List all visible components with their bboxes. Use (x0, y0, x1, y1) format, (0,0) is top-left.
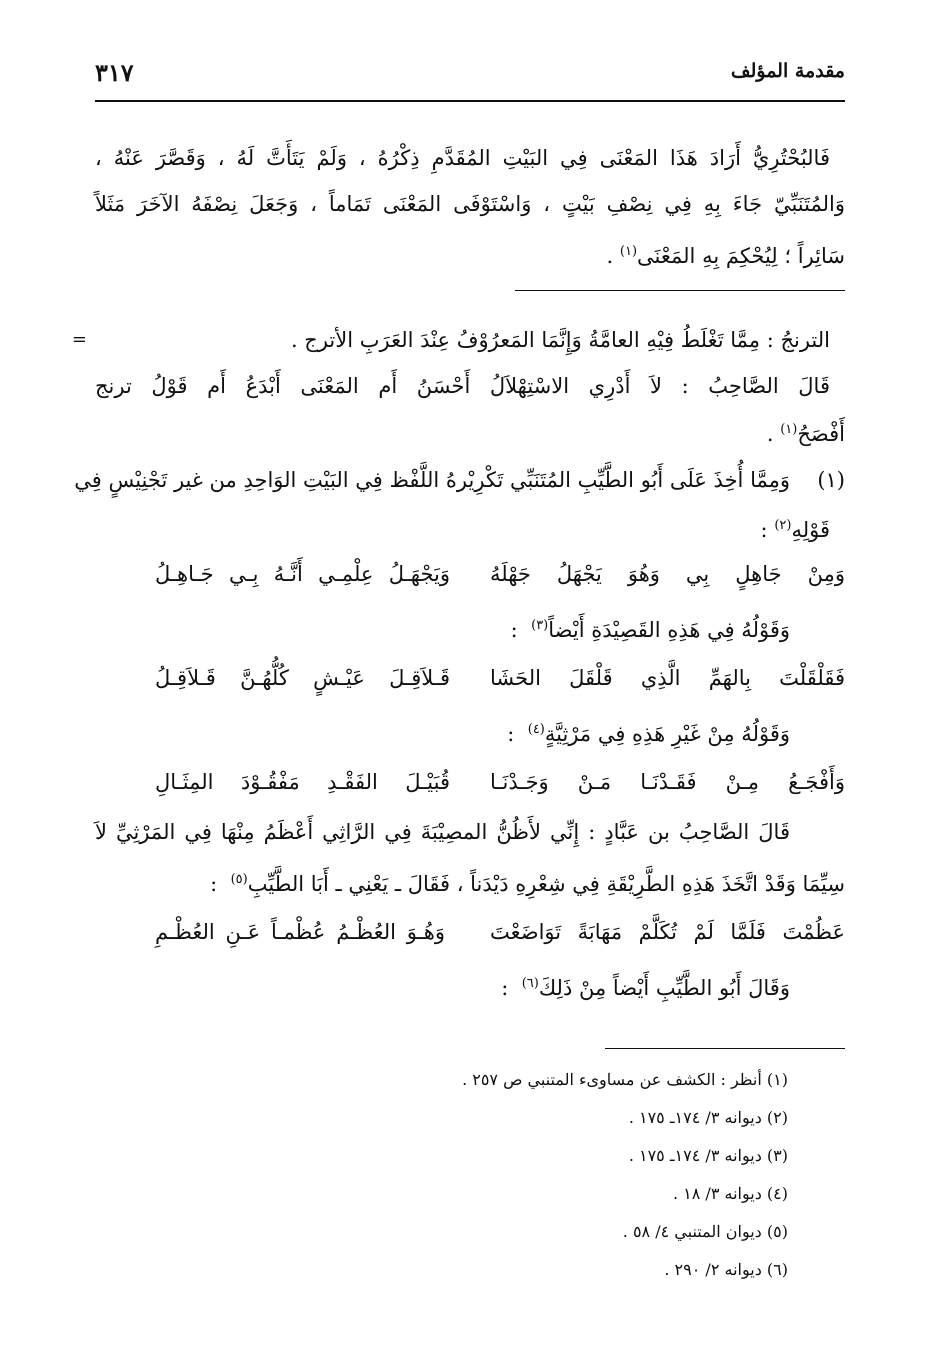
main-line-1: فَالبُحْتُرِيُّ أَرَادَ هَذَا المَعْنَى فِي البَيْتِ المُقَدَّمِ ذِكْرُهُ ، وَلَمْ يَتَأَتَّ لَهُ ، وَقَصَّرَ عَنْهُ ، (95, 146, 830, 170)
footnote-number: (٥) (766, 1222, 788, 1241)
footnote-text: أنظر : الكشف عن مساوىء المتنبي ص ٢٥٧ . (462, 1070, 762, 1089)
verse-1-right-hemistich: وَمِنْ جَاهِلٍ بِي وَهُوَ يَجْهَلُ جَهْلَهُ (490, 562, 845, 586)
footnote-ref: (١) (780, 422, 798, 437)
verse-3-right-hemistich: وَأَفْجَـعُ مِـنْ فَقَـدْنَـا مَـنْ وَجَـدْنَـا (490, 770, 845, 794)
footnote-ref: (١) (619, 244, 638, 259)
page-number: ٣١٧ (95, 58, 134, 87)
verse-4-left-hemistich: وَهُـوَ العُظْـمُ عُظْمـاً عَـنِ العُظْـمِ (155, 920, 445, 944)
main-line-3-end: . (606, 244, 614, 268)
verse-2-right-hemistich: فَقَلْقَلْتَ بِالهَمِّ الَّذِي قَلْقَلَ الحَشَا (490, 666, 845, 690)
intro-3-text: وَقَوْلُهُ مِنْ غَيْرِ هَذِهِ فِي مَرْثِيَّةٍ (544, 722, 790, 746)
verse-2-left-hemistich: قَـلاَقِـلَ عَيْـشٍ كُلُّهُـنَّ قَـلاَقِـلُ (155, 666, 450, 690)
footnote-number: (١) (766, 1070, 788, 1089)
footnote-3 (629, 1143, 788, 1169)
body-rule (515, 290, 845, 291)
main-line-2: وَالمُتَنَبِّيّ جَاءَ بِهِ فِي نِصْفِ بَيْتٍ ، وَاسْتَوْفَى المَعْنَى تَمَاماً ، وَجَعَلَ نِصْفَهُ الآخَرَ مَثَلاً (95, 192, 845, 216)
footnote-6 (664, 1257, 788, 1283)
footnotes-rule (605, 1048, 845, 1049)
note-line-3-end: . (766, 422, 774, 446)
footnote-number: (٣) (766, 1146, 788, 1165)
footnote-text: ديوان المتنبي ٤/ ٥٨ . (622, 1222, 762, 1241)
footnote-number: (٢) (766, 1108, 788, 1127)
footnote-2 (629, 1105, 788, 1131)
note1-line-2-end: : (760, 518, 768, 542)
intro-5 (501, 966, 790, 1006)
continuation-marker: = (71, 329, 87, 350)
para-line-1: قَالَ الصَّاحِبُ بن عَبَّادٍ : إِنِّي لأَظُنُّ المصِيْبَةَ فِي الرَّاثِي أَعْظَمُ مِنْهَا فِي المَرْثِيِّ لاَ (95, 820, 790, 844)
intro-5-text: وَقَالَ أَبُو الطَّيِّبِ أَيْضاً مِنْ ذَلِكَ (538, 976, 790, 1000)
intro-2 (511, 608, 790, 648)
note1-line-2 (761, 508, 830, 548)
footnote-number: (٤) (766, 1184, 788, 1203)
header-rule (95, 100, 845, 102)
footnote-text: ديوانه ٣/ ١٧٤ـ ١٧٥ . (628, 1146, 762, 1165)
note-line-3-text: أَفْصَحُ (797, 422, 845, 446)
footnote-ref: (٥) (230, 872, 248, 887)
footnote-ref: (٣) (531, 618, 549, 633)
intro-5-end: : (501, 976, 509, 1000)
footnote-4 (673, 1181, 788, 1207)
footnote-number: (٦) (766, 1260, 788, 1279)
note1-line-1: وَمِمَّا أُخِذَ عَلَى أَبُو الطَّيِّبِ المُتَنَبِّي تَكْرِيْرهُ اللَّفْظ فِي البَيْتِ الوَاحِدِ من غير تَجْنِيْسٍ فِي (74, 468, 790, 492)
verse-3-left-hemistich: قُبَيْـلَ الفَقْـدِ مَفْقُـوْدَ المِثَـالِ (155, 770, 450, 794)
note-line-2: قَالَ الصَّاحِبُ : لاَ أَدْرِي الاسْتِهْلاَلُ أَحْسَنُ أَم المَعْنَى أَبْدَعُ أَم قَوْلُ ترنج (95, 374, 830, 398)
footnote-ref: (٤) (527, 722, 545, 737)
note-line-3 (767, 412, 845, 452)
main-line-3 (607, 234, 845, 274)
para-line-2-end: : (210, 872, 218, 896)
note1-line-2-text: قَوْلِهِ (791, 518, 830, 542)
running-header-title: مقدمة المؤلف (730, 60, 845, 82)
footnote-1 (462, 1067, 788, 1093)
para-line-2 (210, 862, 845, 902)
intro-3 (507, 712, 790, 752)
footnote-text: ديوانه ٣/ ١٧٤ـ ١٧٥ . (628, 1108, 762, 1127)
para-line-2-text: سِيِّمَا وَقَدْ اتَّخَذَ هَذِهِ الطَّرِيْقَةِ فِي شِعْرِهِ دَيْدَناً ، فَقَالَ ـ يَعْنِي ـ أَبَا الطَّيِّبِ (247, 872, 845, 896)
footnote-text: ديوانه ٣/ ١٨ . (672, 1184, 762, 1203)
intro-2-text: وَقَوْلُهُ فِي هَذِهِ القَصِيْدَةِ أَيْضاً (548, 618, 790, 642)
note-number: (١) (817, 468, 845, 492)
intro-3-end: : (507, 722, 515, 746)
verse-1-left-hemistich: وَيَجْهَـلُ عِلْمِـي أَنَّـهُ بِـي جَـاهِـلُ (155, 562, 450, 586)
verse-4-right-hemistich: عَظُمْتَ فَلَمَّا لَمْ تُكَلَّمْ مَهَابَةً تَوَاضَعْتَ (490, 920, 845, 944)
footnote-5 (623, 1219, 788, 1245)
main-line-3-text: سَائِراً ؛ لِيُحْكِمَ بِهِ المَعْنَى (637, 244, 845, 268)
footnote-ref: (٢) (774, 518, 792, 533)
footnote-ref: (٦) (521, 976, 539, 991)
footnote-text: ديوانه ٢/ ٢٩٠ . (664, 1260, 762, 1279)
note-line-1: الترنجُ : مِمَّا تَغْلَطُ فِيْهِ العامَّةُ وَإِنَّمَا المَعرُوْفُ عِنْدَ العَرَبِ الأترج . (290, 328, 830, 352)
intro-2-end: : (510, 618, 518, 642)
